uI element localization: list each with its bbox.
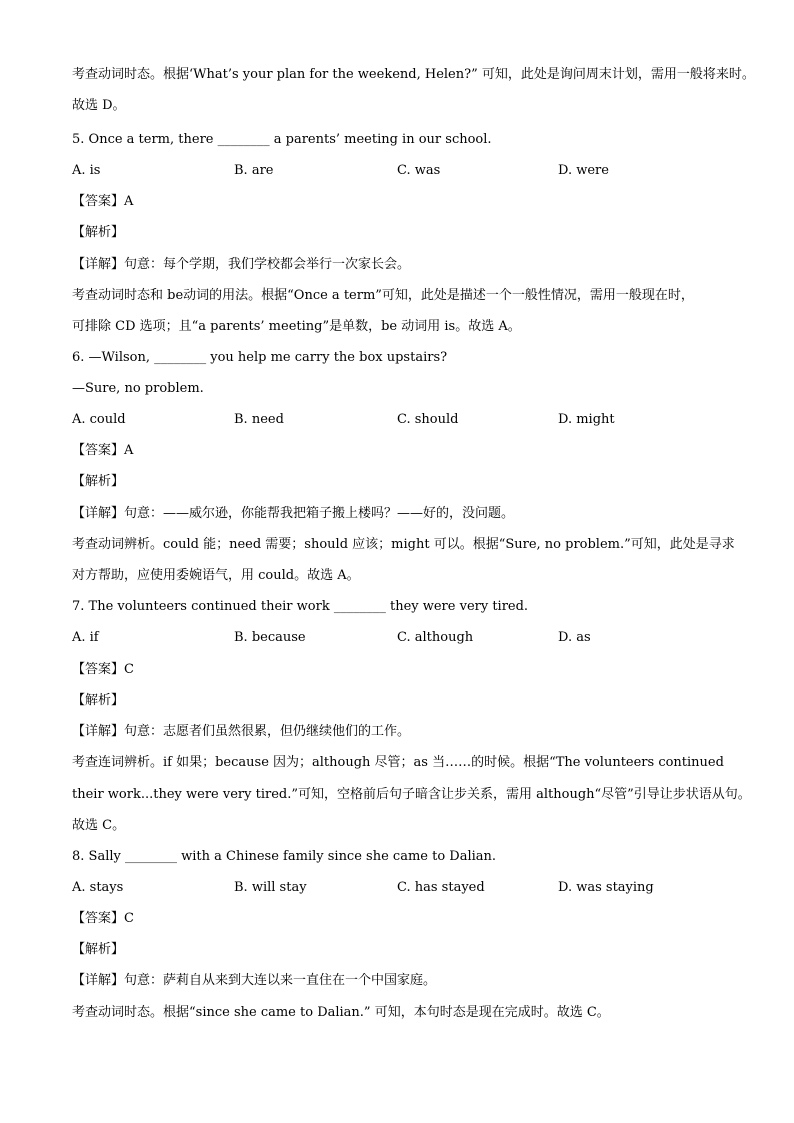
intro-explanation-line-1: 考查动词时态。根据‘What’s your plan for the weekend, Helen?” 可知，此处是询问周末计划，需用一般将来时。 — [72, 67, 755, 82]
question-8-option-c: C. has stayed — [397, 880, 485, 895]
question-7-options — [72, 629, 732, 647]
question-5-explain-line-2: 可排除 CD 选项；且“a parents’ meeting”是单数，be 动词用 is。故选 A。 — [72, 319, 521, 334]
question-5-option-b: B. are — [234, 163, 274, 178]
question-7-explain-line-3: 故选 C。 — [72, 818, 126, 833]
question-8-explain-line-1: 考查动词时态。根据“since she came to Dalian.” 可知，本句时态是现在完成时。故选 C。 — [72, 1005, 610, 1020]
question-8-options — [72, 879, 732, 897]
question-7-stem: 7. The volunteers continued their work ________ they were very tired. — [72, 599, 529, 614]
question-5-analysis-label: 【解析】 — [72, 225, 125, 240]
question-6-option-d: D. might — [558, 412, 615, 427]
question-6-detail: 【详解】句意：——威尔逊，你能帮我把箱子搬上楼吗？——好的，没问题。 — [72, 506, 515, 521]
question-6-option-a: A. could — [72, 412, 126, 427]
question-7-explain-line-1: 考查连词辨析。if 如果；because 因为；although 尽管；as 当……的时候。根据“The volunteers continued — [72, 755, 724, 770]
question-7-option-b: B. because — [234, 630, 306, 645]
question-8-answer: 【答案】C — [72, 911, 134, 926]
question-8-stem: 8. Sally ________ with a Chinese family since she came to Dalian. — [72, 849, 497, 864]
question-6-analysis-label: 【解析】 — [72, 474, 125, 489]
question-7-answer: 【答案】C — [72, 662, 134, 677]
question-6-answer: 【答案】A — [72, 443, 134, 458]
question-5-option-d: D. were — [558, 163, 609, 178]
question-7-option-a: A. if — [72, 630, 99, 645]
question-6-stem: 6. —Wilson, ________ you help me carry the box upstairs? — [72, 350, 448, 365]
question-6-option-b: B. need — [234, 412, 284, 427]
question-8-option-a: A. stays — [72, 880, 124, 895]
question-5-option-a: A. is — [72, 163, 101, 178]
question-6-stem-reply: —Sure, no problem. — [72, 381, 204, 396]
question-7-explain-line-2: their work...they were very tired.”可知，空格前后句子暗含让步关系，需用 although“尽管”引导让步状语从句。 — [72, 787, 751, 802]
question-6-explain-line-1: 考查动词辨析。could 能；need 需要；should 应该；might 可以。根据“Sure, no problem.”可知，此处是寻求 — [72, 537, 735, 552]
question-8-analysis-label: 【解析】 — [72, 942, 125, 957]
intro-explanation-line-2: 故选 D。 — [72, 98, 126, 113]
question-7-analysis-label: 【解析】 — [72, 693, 125, 708]
question-8-option-d: D. was staying — [558, 880, 654, 895]
question-5-answer: 【答案】A — [72, 194, 134, 209]
question-6-options — [72, 411, 732, 429]
question-7-option-c: C. although — [397, 630, 474, 645]
question-7-detail: 【详解】句意：志愿者们虽然很累，但仍继续他们的工作。 — [72, 724, 411, 739]
question-7-option-d: D. as — [558, 630, 591, 645]
question-5-options — [72, 162, 732, 180]
question-8-detail: 【详解】句意：萨莉自从来到大连以来一直住在一个中国家庭。 — [72, 973, 437, 988]
question-5-option-c: C. was — [397, 163, 441, 178]
question-5-explain-line-1: 考查动词时态和 be动词的用法。根据“Once a term”可知，此处是描述一个一般性情况，需用一般现在时， — [72, 288, 694, 303]
question-6-option-c: C. should — [397, 412, 459, 427]
question-8-option-b: B. will stay — [234, 880, 307, 895]
question-6-explain-line-2: 对方帮助，应使用委婉语气，用 could。故选 A。 — [72, 568, 360, 583]
question-5-stem: 5. Once a term, there ________ a parents’ meeting in our school. — [72, 132, 492, 147]
question-5-detail: 【详解】句意：每个学期，我们学校都会举行一次家长会。 — [72, 257, 411, 272]
